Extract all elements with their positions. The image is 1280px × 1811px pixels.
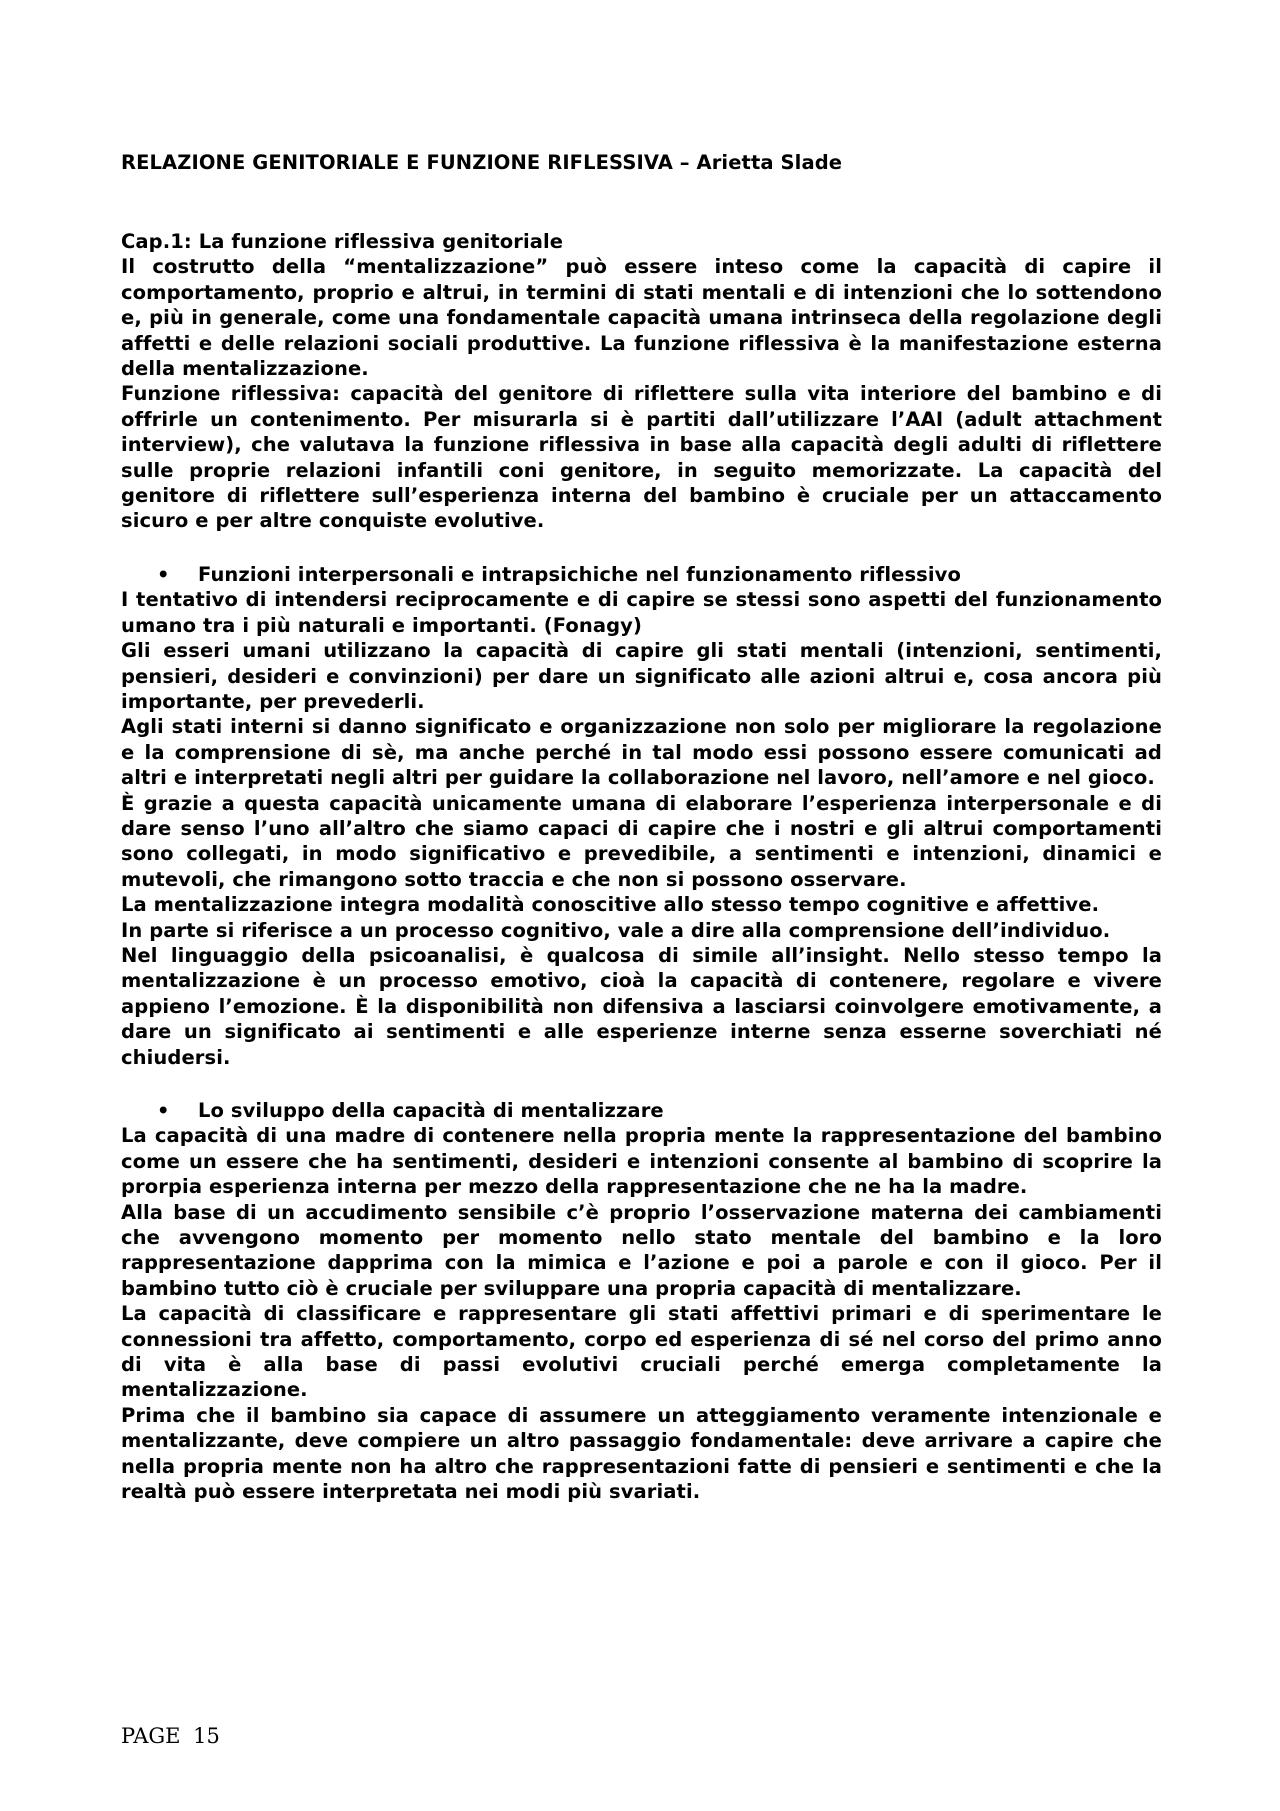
paragraph: Il costrutto della “mentalizzazione” può essere inteso come la capacità di capire il comportamento, proprio e altrui, in termini di stati mentali e di intenzioni che lo sottendono e, più in generale, come una fondamentale capacità umana intrinseca della regolazione degli affetti e delle relazioni sociali produttive. La funzione riflessiva è la manifestazione esterna della mentalizzazione. (121, 255, 1162, 381)
paragraph: Prima che il bambino sia capace di assumere un atteggiamento veramente intenzionale e mentalizzante, deve compiere un altro passaggio fondamentale: deve arrivare a capire che nella propria mente non ha altro che rappresentazioni fatte di pensieri e sentimenti e che la realtà può essere interpretata nei modi più svariati. (121, 1403, 1162, 1504)
chapter-heading: Cap.1: La funzione riflessiva genitoriale (121, 230, 564, 253)
bullet-icon: • (157, 1099, 170, 1122)
paragraph: Gli esseri umani utilizzano la capacità di capire gli stati mentali (intenzioni, sentimenti, pensieri, desideri e convinzioni) per dare un significato alle azioni altrui e, cosa ancora più importante, per prevederli. (121, 639, 1162, 713)
page-number: 15 (193, 1724, 220, 1748)
section-bullet-heading (121, 562, 1162, 587)
section-heading: Funzioni interpersonali e intrapsichiche nel funzionamento riflessivo (198, 562, 961, 586)
page-content (121, 150, 1162, 1505)
section-bullet-heading (121, 1098, 1162, 1123)
paragraph: La capacità di una madre di contenere nella propria mente la rappresentazione del bambino come un essere che ha sentimenti, desideri e intenzioni consente al bambino di scoprire la prorpia esperienza interna per mezzo della rappresentazione che ne ha la madre. (121, 1124, 1162, 1199)
paragraph: La capacità di classificare e rappresentare gli stati affettivi primari e di sperimentare le connessioni tra affetto, comportamento, corpo ed esperienza di sé nel corso del primo anno di vita è alla base di passi evolutivi cruciali perché emerga completamente la mentalizzazione. (121, 1302, 1162, 1402)
paragraph: Agli stati interni si danno significato e organizzazione non solo per migliorare la regolazione e la comprensione di sè, ma anche perché in tal modo essi possono essere comunicati ad altri e interpretati negli altri per guidare la collaborazione nel lavoro, nell’amore e nel gioco. (121, 715, 1162, 790)
paragraph: Alla base di un accudimento sensibile c’è proprio l’osservazione materna dei cambiamenti che avvengono momento per momento nello stato mentale del bambino e la loro rappresentazione dapprima con la mimica e l’azione e poi a parole e con il gioco. Per il bambino tutto ciò è cruciale per sviluppare una propria capacità di mentalizzare. (121, 1200, 1162, 1300)
paragraph: In parte si riferisce a un processo cognitivo, vale a dire alla comprensione dell’individuo. (121, 918, 1111, 942)
paragraph: Funzione riflessiva: capacità del genitore di riflettere sulla vita interiore del bambino e di offrirle un contenimento. Per misurarla si è partiti dall’utilizzare l’AAI (adult attachment interview), che valutava la funzione riflessiva in base alla capacità degli adulti di riflettere sulle proprie relazioni infantili coni genitore, in seguito memorizzate. La capacità del genitore di riflettere sull’esperienza interna del bambino è cruciale per un attaccamento sicuro e per altre conquiste evolutive. (121, 382, 1162, 533)
paragraph: La mentalizzazione integra modalità conoscitive allo stesso tempo cognitive e affettive. (121, 893, 1100, 917)
paragraph: Nel linguaggio della psicoanalisi, è qualcosa di simile all’insight. Nello stesso tempo la mentalizzazione è un processo emotivo, cioà la capacità di contenere, regolare e vivere appieno l’emozione. È la disponibilità non difensiva a lasciarsi coinvolgere emotivamente, a dare un significato ai sentimenti e alle esperienze interne senza esserne soverchiati né chiudersi. (121, 943, 1162, 1069)
paragraph: I tentativo di intendersi reciprocamente e di capire se stessi sono aspetti del funzionamento umano tra i più naturali e importanti. (Fonagy) (121, 588, 1162, 637)
page-label: PAGE (121, 1724, 181, 1748)
paragraph: È grazie a questa capacità unicamente umana di elaborare l’esperienza interpersonale e di dare senso l’uno all’altro che siamo capaci di capire che i nostri e gli altrui comportamenti sono collegati, in modo significativo e prevedibile, a sentimenti e intenzioni, dinamici e mutevoli, che rimangono sotto traccia e che non si possono osservare. (121, 791, 1162, 891)
page-footer (121, 1724, 220, 1748)
document-title: RELAZIONE GENITORIALE E FUNZIONE RIFLESSIVA – Arietta Slade (121, 151, 843, 174)
section-heading: Lo sviluppo della capacità di mentalizzare (198, 1099, 664, 1122)
bullet-icon: • (157, 562, 170, 586)
